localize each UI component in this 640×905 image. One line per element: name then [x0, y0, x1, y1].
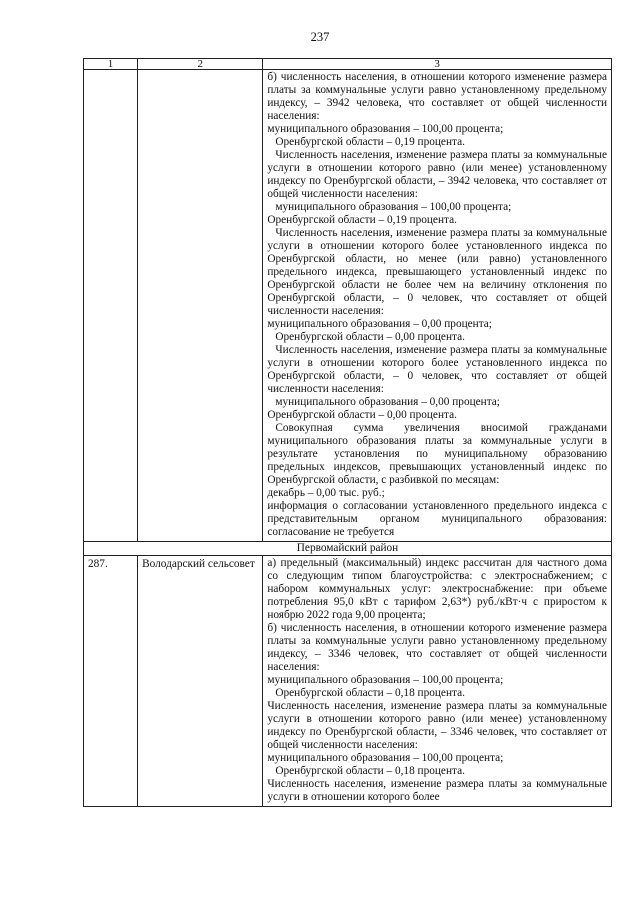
paragraph: муниципального образования – 100,00 процента; — [267, 752, 504, 764]
paragraph: Численность населения, изменение размера платы за коммунальные услуги в отношении которого равно (или менее) установленному индексу по Оренбургской области, – 3942 человека, что составляет от общей численности населения: — [267, 149, 607, 200]
entry-number-cell — [84, 556, 138, 807]
table-header-row — [84, 59, 612, 70]
paragraph: б) численность населения, в отношении которого изменение размера платы за коммунальные услуги равно установленному предельному индексу, – 3942 человека, что составляет от общей численности населения: — [267, 71, 607, 122]
paragraph: а) предельный (максимальный) индекс рассчитан для частного дома со следующим типом благоустройства: с электроснабжением; с набором коммунальных услуг: электроснабжение: при объеме потребления 95,0 кВт с тарифом 2,63*) руб./кВт·ч с приростом к ноябрю 2022 года 9,00 процента; — [267, 557, 607, 621]
entry-number: 287. — [88, 558, 108, 570]
paragraph: Оренбургской области – 0,19 процента. — [267, 214, 457, 226]
entry-name: Володарский сельсовет — [142, 558, 255, 570]
table-row-previous-entry — [84, 70, 612, 542]
paragraph: Оренбургской области – 0,00 процента. — [267, 409, 457, 421]
prev-name-cell — [138, 70, 263, 542]
paragraph: Оренбургской области – 0,19 процента. — [275, 136, 465, 148]
paragraph: Численность населения, изменение размера платы за коммунальные услуги в отношении которого более установленного индекса по Оренбургской области, но менее (или равно) установленного предельного индекса, превышающего установленный индекс по Оренбургской области не более чем на величину отклонения по Оренбургской области, – 0 человек, что составляет от общей численности населения: — [267, 227, 607, 317]
paragraph: муниципального образования – 0,00 процента; — [267, 318, 492, 330]
header-col-1: 1 — [84, 59, 138, 70]
paragraph: Совокупная сумма увеличения вносимой гражданами муниципального образования платы за коммунальные услуги в результате установления по муниципальному образованию предельных индексов, превышающих установленный индекс по Оренбургской области, с разбивкой по месяцам: — [267, 422, 607, 486]
paragraph: Численность населения, изменение размера платы за коммунальные услуги в отношении которого более установленного индекса по Оренбургской области, – 0 человек, что составляет от общей численности населения: — [267, 344, 607, 395]
paragraph: Оренбургской области – 0,00 процента. — [275, 331, 465, 343]
prev-number-cell — [84, 70, 138, 542]
prev-content — [263, 70, 611, 541]
table-row-entry-287 — [84, 556, 612, 807]
paragraph: муниципального образования – 100,00 процента; — [267, 123, 504, 135]
tariff-table — [83, 58, 612, 807]
section-title: Первомайский район — [84, 542, 612, 556]
paragraph: б) численность населения, в отношении которого изменение размера платы за коммунальные услуги равно установленному предельному индексу, – 3346 человек, что составляет от общей численности населения: — [267, 622, 607, 673]
paragraph: Численность населения, изменение размера платы за коммунальные услуги в отношении которого более — [267, 778, 607, 803]
header-col-2: 2 — [138, 59, 263, 70]
paragraph: Оренбургской области – 0,18 процента. — [275, 765, 465, 777]
table-row-section — [84, 542, 612, 556]
paragraph: декабрь – 0,00 тыс. руб.; — [267, 487, 385, 499]
page-number: 237 — [310, 30, 330, 44]
entry-name-cell — [138, 556, 263, 807]
prev-content-cell — [263, 70, 612, 542]
paragraph: Численность населения, изменение размера платы за коммунальные услуги в отношении которого равно (или менее) установленному индексу по Оренбургской области, – 3346 человек, что составляет от общей численности населения: — [267, 700, 607, 751]
entry-content-cell — [263, 556, 612, 807]
paragraph: Оренбургской области – 0,18 процента. — [275, 687, 465, 699]
entry-content — [263, 556, 611, 806]
paragraph: муниципального образования – 100,00 процента; — [267, 674, 504, 686]
paragraph: муниципального образования – 100,00 процента; — [275, 201, 512, 213]
paragraph: муниципального образования – 0,00 процента; — [275, 396, 500, 408]
paragraph: информация о согласовании установленного предельного индекса с представительным органом муниципального образования: согласование не требуется — [267, 500, 607, 538]
header-col-3: 3 — [263, 59, 612, 70]
